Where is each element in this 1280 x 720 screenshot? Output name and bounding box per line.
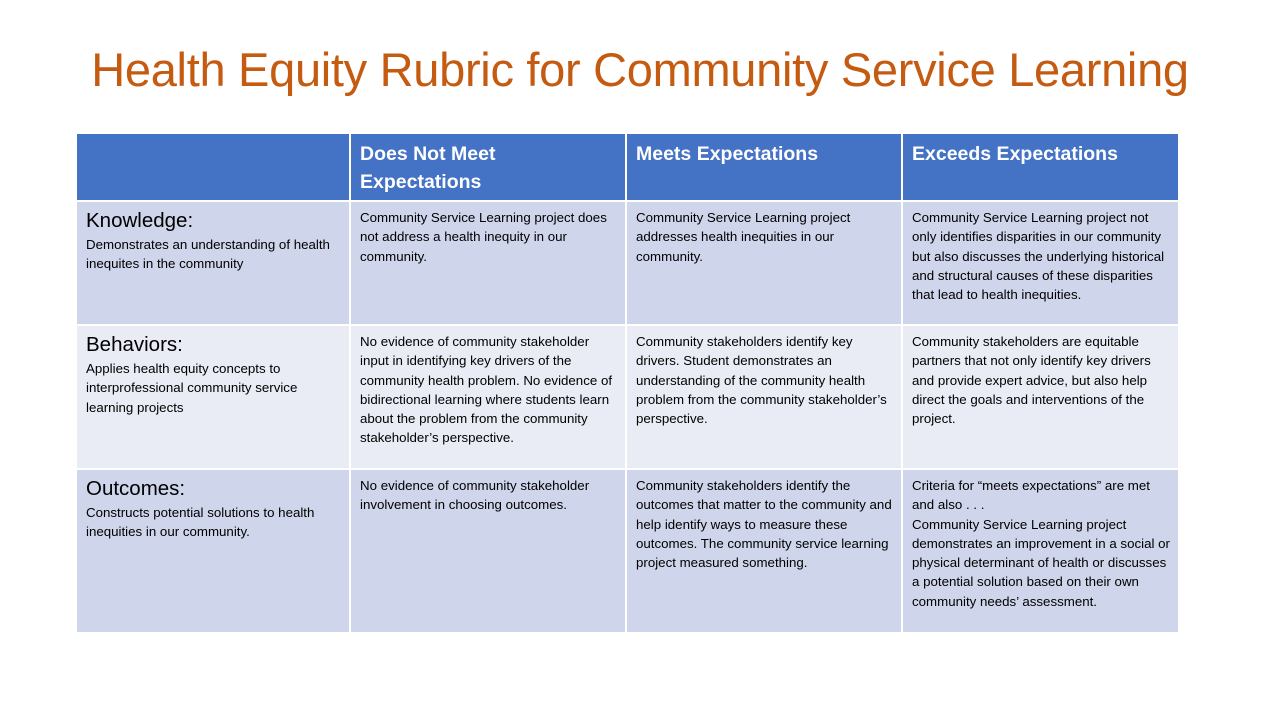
table-row-knowledge xyxy=(76,201,1179,325)
table-row-outcomes xyxy=(76,469,1179,633)
criterion-cell xyxy=(76,325,350,469)
cell-does-not-meet: No evidence of community stakeholder input in identifying key drivers of the community health problem. No evidence of bidirectional learning where students learn about the problem from the community stakeholder’s perspective. xyxy=(350,325,626,469)
cell-meets: Community stakeholders identify key drivers. Student demonstrates an understanding of the community health problem from the community stakeholder’s perspective. xyxy=(626,325,902,469)
slide-title: Health Equity Rubric for Community Service Learning xyxy=(91,43,1189,96)
cell-meets: Community stakeholders identify the outcomes that matter to the community and help identify ways to measure these outcomes. The community service learning project measured something. xyxy=(626,469,902,633)
cell-meets: Community Service Learning project addresses health inequities in our community. xyxy=(626,201,902,325)
criterion-name: Outcomes: xyxy=(86,477,186,500)
cell-exceeds xyxy=(902,469,1179,633)
cell-exceeds: Community Service Learning project not only identifies disparities in our community but also discusses the underlying historical and structural causes of these disparities that lead to health inequities. xyxy=(902,201,1179,325)
criterion-description: Constructs potential solutions to health inequities in our community. xyxy=(86,505,315,540)
cell-does-not-meet: No evidence of community stakeholder involvement in choosing outcomes. xyxy=(350,469,626,633)
criterion-cell xyxy=(76,469,350,633)
exceeds-criteria-detail: Community Service Learning project demonstrates an improvement in a social or physical determinant of health or discusses a potential solution based on their own community needs’ assessment. xyxy=(912,516,1170,609)
table-row-behaviors xyxy=(76,325,1179,469)
criterion-description: Demonstrates an understanding of health inequites in the community xyxy=(86,237,330,272)
criterion-description: Applies health equity concepts to interprofessional community service learning projects xyxy=(86,361,298,415)
exceeds-criteria-intro: Criteria for “meets expectations” are met and also . . . xyxy=(912,478,1150,513)
criterion-name: Knowledge: xyxy=(86,209,194,232)
header-meets: Meets Expectations xyxy=(626,133,902,201)
header-criteria xyxy=(76,133,350,201)
cell-exceeds: Community stakeholders are equitable partners that not only identify key drivers and provide expert advice, but also help direct the goals and interventions of the project. xyxy=(902,325,1179,469)
criterion-name: Behaviors: xyxy=(86,333,183,356)
header-row xyxy=(76,133,1179,201)
header-does-not-meet: Does Not Meet Expectations xyxy=(350,133,626,201)
header-exceeds: Exceeds Expectations xyxy=(902,133,1179,201)
cell-does-not-meet: Community Service Learning project does not address a health inequity in our community. xyxy=(350,201,626,325)
criterion-cell xyxy=(76,201,350,325)
rubric-table xyxy=(75,132,1180,634)
